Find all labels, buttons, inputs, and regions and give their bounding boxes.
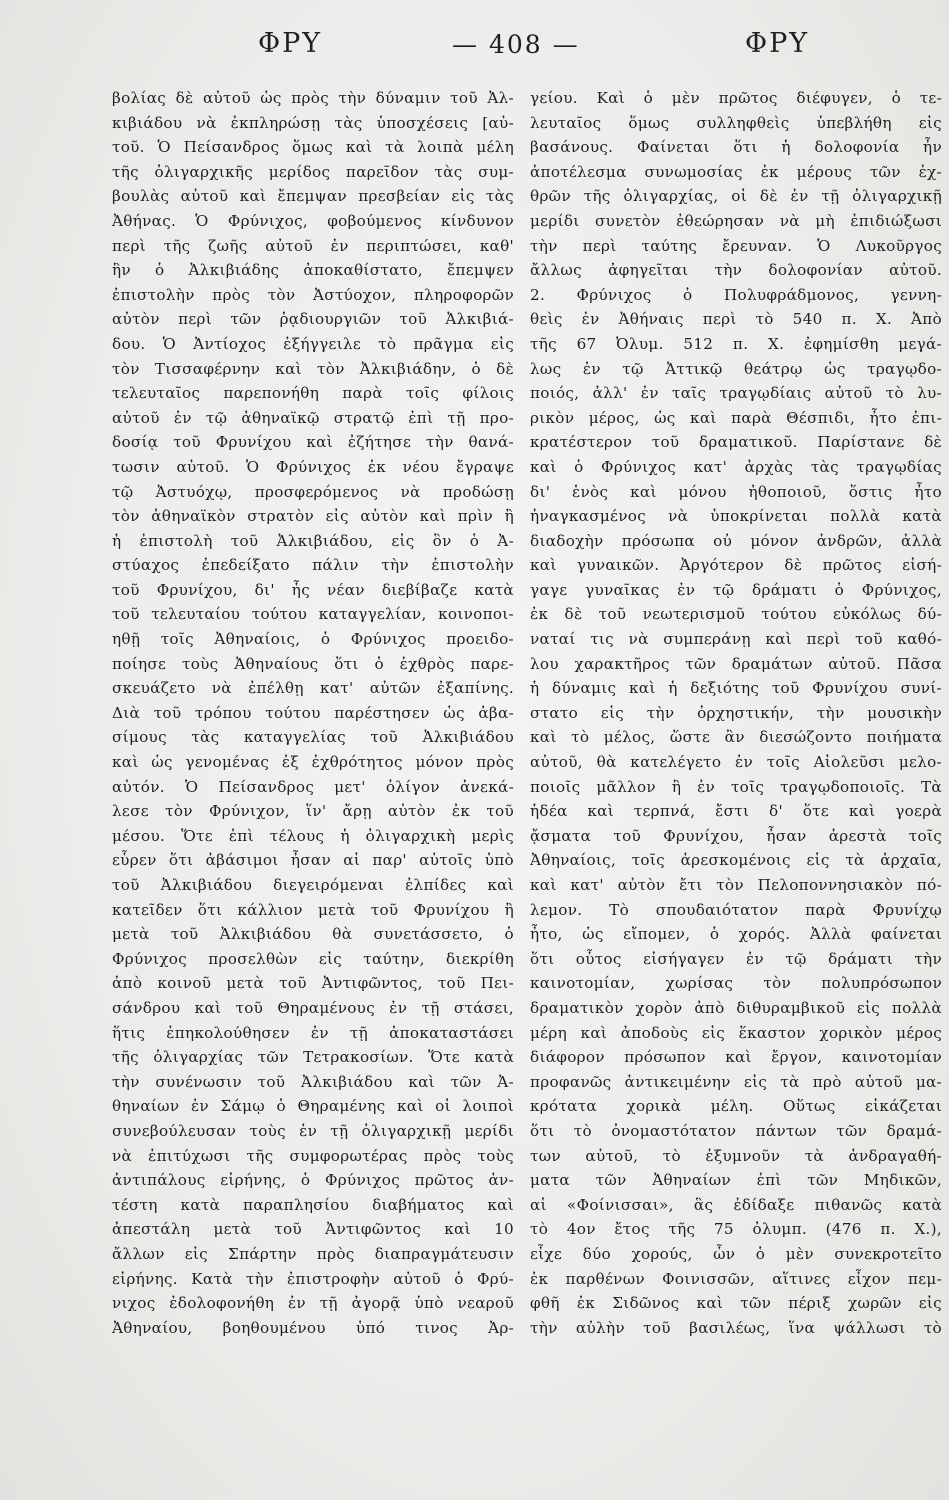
text-line: ποιός, ἀλλ' ἐν ταῖς τραγῳδίαις αὐτοῦ τὸ λυ- — [530, 384, 942, 403]
text-line: ἀποτέλεσμα συνωμοσίας ἐκ μέρους τῶν ἐχ- — [530, 162, 942, 181]
text-line: αὐτοῦ, θὰ κατελέγετο ἐν τοῖς Αἰολεῦσι μελο- — [530, 753, 942, 772]
left-column — [112, 86, 514, 1486]
text-line: ἣν ὁ Ἀλκιβιάδης ἀποκαθίστατο, ἔπεμψεν — [112, 261, 514, 280]
text-line: 2. Φρύνιχος ὁ Πολυφράδμονος, γεννη- — [530, 285, 942, 304]
text-line: καὶ κατ' αὐτὸν ἔτι τὸν Πελοποννησιακὸν πό- — [530, 876, 942, 894]
text-line: ηθῇ τοῖς Ἀθηναίοις, ὁ Φρύνιχος προειδο- — [112, 630, 514, 649]
text-line: τοῦ Ἀλκιβιάδου διεγειρόμεναι ἐλπίδες καὶ — [112, 876, 514, 894]
text-line: μετὰ τοῦ Ἀλκιβιάδου θὰ συνετάσσετο, ὁ — [112, 925, 514, 944]
text-line: ἐκ παρθένων Φοινισσῶν, αἵτινες εἶχον πεμ- — [530, 1269, 942, 1288]
header-left-word: ΦΡΥ — [258, 28, 323, 59]
text-line: σάνδρου καὶ τοῦ Θηραμένους ἐν τῇ στάσει, — [112, 998, 514, 1017]
text-line: κιβιάδου νὰ ἐκπληρώσῃ τὰς ὑποσχέσεις [αὐ- — [112, 113, 514, 132]
text-line: καὶ γυναικῶν. Ἀργότερον δὲ πρῶτος εἰσή- — [530, 556, 942, 575]
text-line: διαδοχὴν πρόσωπα οὐ μόνον ἀνδρῶν, ἀλλὰ — [530, 531, 942, 550]
text-line: ματα τῶν Ἀθηναίων ἐπὶ τῶν Μηδικῶν, — [530, 1171, 942, 1190]
text-line: ἄλλως ἀφηγεῖται τὴν δολοφονίαν αὐτοῦ. — [530, 261, 942, 280]
text-line: περὶ τῆς ζωῆς αὐτοῦ ἐν περιπτώσει, καθ' — [112, 236, 514, 255]
text-line: καὶ ὁ Φρύνιχος κατ' ἀρχὰς τὰς τραγῳδίας — [530, 457, 942, 476]
text-line: ἡ δύναμις καὶ ἡ δεξιότης τοῦ Φρυνίχου συνί- — [530, 679, 942, 698]
text-line: τοῦ. Ὁ Πείσανδρος ὅμως καὶ τὰ λοιπὰ μέλη — [112, 138, 514, 157]
text-line: στατο εἰς τὴν ὀρχηστικήν, τὴν μουσικὴν — [530, 703, 942, 722]
text-line: νιχος ἐδολοφονήθη ἐν τῇ ἀγορᾷ ὑπὸ νεαροῦ — [112, 1294, 514, 1313]
text-line: εὗρεν ὅτι ἀβάσιμοι ἦσαν αἱ παρ' αὐτοῖς ὑπὸ — [112, 851, 514, 870]
text-line: τῆς 67 Ὀλυμ. 512 π. Χ. ἐφημίσθη μεγά- — [530, 334, 942, 353]
text-line: τῷ Ἀστυόχῳ, προσφερόμενος νὰ προδώσῃ — [112, 482, 514, 501]
text-line: τῆς ὀλιγαρχικῆς μερίδος παρεῖδον τὰς συμ- — [112, 162, 514, 181]
text-line: μέσου. Ὅτε ἐπὶ τέλους ἡ ὀλιγαρχικὴ μερὶς — [112, 826, 514, 845]
text-line: φθῆ ἐκ Σιδῶνος καὶ τῶν πέριξ χωρῶν εἰς — [530, 1294, 942, 1313]
text-line: Ἀθήνας. Ὁ Φρύνιχος, φοβούμενος κίνδυνον — [112, 211, 514, 230]
text-line: ἡδέα καὶ τερπνά, ἔστι δ' ὅτε καὶ γοερὰ — [530, 802, 942, 821]
text-line: βασάνους. Φαίνεται ὅτι ἡ δολοφονία ἦν — [530, 138, 942, 157]
text-line: μερίδι συνετὸν ἐθεώρησαν νὰ μὴ ἐπιδιώξωσι — [530, 211, 942, 230]
text-line: τοῦ τελευταίου τούτου καταγγελίαν, κοινοποι- — [112, 605, 514, 624]
text-line: γαγε γυναῖκας ἐν τῷ δράματι ὁ Φρύνιχος, — [530, 580, 942, 599]
text-line: βολίας δὲ αὐτοῦ ὡς πρὸς τὴν δύναμιν τοῦ Ἀλ- — [112, 89, 514, 107]
text-line: τὸ 4ον ἔτος τῆς 75 ὀλυμπ. (476 π. Χ.), — [530, 1220, 942, 1239]
text-line: συνεβούλευσαν τοὺς ἐν τῇ ὀλιγαρχικῇ μερίδι — [112, 1121, 514, 1140]
text-line: ἀπεστάλη μετὰ τοῦ Ἀντιφῶντος καὶ 10 — [112, 1220, 514, 1239]
text-line: τὴν περὶ ταύτης ἔρευναν. Ὁ Λυκοῦργος — [530, 236, 942, 255]
text-line: ὅτι τὸ ὀνομαστότατον πάντων τῶν δραμά- — [530, 1121, 942, 1140]
text-line: καινοτομίαν, χωρίσας τὸν πολυπρόσωπον — [530, 974, 942, 993]
text-line: Διὰ τοῦ τρόπου τούτου παρέστησεν ὡς ἀβα- — [112, 703, 514, 722]
text-line: αὐτόν. Ὁ Πείσανδρος μετ' ὀλίγον ἀνεκά- — [112, 777, 514, 796]
text-line: στύαχος ἐπεδείξατο πάλιν τὴν ἐπιστολὴν — [112, 556, 514, 575]
text-line: ὅτι οὗτος εἰσήγαγεν ἐν τῷ δράματι τὴν — [530, 949, 942, 968]
text-line: καὶ ὡς γενομένας ἐξ ἐχθρότητος μόνον πρὸς — [112, 753, 514, 772]
text-line: δου. Ὁ Ἀντίοχος ἐξήγγειλε τὸ πρᾶγμα εἰς — [112, 334, 514, 353]
text-line: θηναίων ἐν Σάμῳ ὁ Θηραμένης καὶ οἱ λοιποὶ — [112, 1097, 514, 1116]
text-line: ἀντιπάλους εἰρήνης, ὁ Φρύνιχος πρῶτος ἀν- — [112, 1171, 514, 1190]
text-line: αὐτὸν περὶ τῶν ῥᾳδιουργιῶν τοῦ Ἀλκιβιά- — [112, 310, 514, 329]
text-line: λευταῖος ὅμως συλληφθεὶς ὑπεβλήθη εἰς — [530, 113, 942, 132]
text-line: ἄλλων εἰς Σπάρτην πρὸς διαπραγμάτευσιν — [112, 1244, 514, 1263]
text-line: κρότατα χορικὰ μέλη. Οὕτως εἰκάζεται — [530, 1097, 942, 1116]
running-header — [0, 28, 949, 72]
text-line: τοῦ Φρυνίχου, δι' ἧς νέαν διεβίβαζε κατὰ — [112, 580, 514, 599]
text-line: λως ἐν τῷ Ἀττικῷ θεάτρῳ ὡς τραγῳδο- — [530, 359, 942, 378]
text-line: σίμους τὰς καταγγελίας τοῦ Ἀλκιβιάδου — [112, 728, 514, 747]
text-line: καὶ τὸ μέλος, ὥστε ἂν διεσώζοντο ποιήματα — [530, 728, 942, 747]
text-line: ἦτο, ὡς εἴπομεν, ὁ χορός. Ἀλλὰ φαίνεται — [530, 925, 942, 944]
text-line: προφανῶς ἀντικειμένην εἰς τὰ πρὸ αὐτοῦ μα- — [530, 1072, 942, 1091]
text-line: εἶχε δύο χορούς, ὧν ὁ μὲν συνεκροτεῖτο — [530, 1244, 942, 1263]
text-line: δι' ἑνὸς καὶ μόνου ἠθοποιοῦ, ὅστις ἦτο — [530, 482, 942, 501]
text-line: ἡ ἐπιστολὴ τοῦ Ἀλκιβιάδου, εἰς ὃν ὁ Ἀ- — [112, 531, 514, 550]
text-line: ναταί τις νὰ συμπεράνῃ καὶ περὶ τοῦ καθό- — [530, 630, 942, 649]
text-line: τὴν συνένωσιν τοῦ Ἀλκιβιάδου καὶ τῶν Ἀ- — [112, 1072, 514, 1091]
text-line: λεσε τὸν Φρύνιχον, ἵν' ἄρῃ αὐτὸν ἐκ τοῦ — [112, 802, 514, 821]
text-line: βουλὰς αὐτοῦ καὶ ἔπεμψαν πρεσβείαν εἰς τὰς — [112, 187, 514, 206]
text-line: κρατέστερον τοῦ δραματικοῦ. Παρίστανε δὲ — [530, 433, 942, 452]
text-line: νὰ ἐπιτύχωσι τῆς συμφορωτέρας πρὸς τοὺς — [112, 1146, 514, 1165]
text-line: μέρη καὶ ἀποδοὺς εἰς ἕκαστον χορικὸν μέρος — [530, 1023, 942, 1042]
text-line: θεὶς ἐν Ἀθήναις περὶ τὸ 540 π. Χ. Ἀπὸ — [530, 310, 942, 329]
text-line: λου χαρακτῆρος τῶν δραμάτων αὐτοῦ. Πᾶσα — [530, 654, 942, 673]
text-line: δραματικὸν χορὸν ἀπὸ διθυραμβικοῦ εἰς πολλὰ — [530, 998, 942, 1017]
text-line: Φρύνιχος προσελθὼν εἰς ταύτην, διεκρίθη — [112, 949, 514, 968]
page-number: — 408 — — [452, 30, 580, 59]
text-line: λεμον. Τὸ σπουδαιότατον παρὰ Φρυνίχῳ — [530, 900, 942, 919]
text-line: ποίησε τοὺς Ἀθηναίους ὅτι ὁ ἐχθρὸς παρε- — [112, 654, 514, 673]
text-line: θρῶν τῆς ὀλιγαρχίας, οἱ δὲ ἐν τῇ ὀλιγαρχικῇ — [530, 187, 942, 206]
text-line: εἰρήνης. Κατὰ τὴν ἐπιστροφὴν αὐτοῦ ὁ Φρύ- — [112, 1269, 514, 1288]
text-line: αἱ «Φοίνισσαι», ἃς ἐδίδαξε πιθανῶς κατὰ — [530, 1195, 942, 1214]
text-line: τέστη κατὰ παραπλησίου διαβήματος καὶ — [112, 1195, 514, 1214]
text-line: ἐπιστολὴν πρὸς τὸν Ἀστύοχον, πληροφορῶν — [112, 285, 514, 304]
text-line: τῆς ὀλιγαρχίας τῶν Τετρακοσίων. Ὅτε κατὰ — [112, 1048, 514, 1067]
text-line: σκευάζετο νὰ ἐπέλθῃ κατ' αὐτῶν ἐξαπίνης. — [112, 679, 514, 698]
text-line: τελευταῖος παρεπονήθη παρὰ τοῖς φίλοις — [112, 384, 514, 403]
text-line: ᾄσματα τοῦ Φρυνίχου, ἦσαν ἀρεστὰ τοῖς — [530, 826, 942, 845]
text-line: των αὐτοῦ, τὸ ἐξυμνοῦν τὰ ἀνδραγαθή- — [530, 1146, 942, 1165]
text-line: Ἀθηναίου, βοηθουμένου ὑπό τινος Ἀρ- — [112, 1318, 514, 1337]
text-line: αὐτοῦ ἐν τῷ ἀθηναϊκῷ στρατῷ ἐπὶ τῇ προ- — [112, 408, 514, 427]
text-line: τὸν ἀθηναϊκὸν στρατὸν εἰς αὐτὸν καὶ πρὶν ἢ — [112, 507, 514, 526]
text-line: κατεῖδεν ὅτι κάλλιον μετὰ τοῦ Φρυνίχου ἢ — [112, 900, 514, 919]
text-line: τὴν αὐλὴν τοῦ βασιλέως, ἵνα ψάλλωσι τὸ — [530, 1318, 942, 1337]
text-line: δοσίᾳ τοῦ Φρυνίχου καὶ ἐζήτησε τὴν θανά- — [112, 433, 514, 452]
right-column — [530, 86, 942, 1486]
text-line: Ἀθηναίοις, τοῖς ἀρεσκομένοις εἰς τὰ ἀρχαῖα, — [530, 851, 942, 870]
text-line: ποιοῖς μᾶλλον ἢ ἐν τοῖς τραγῳδοποιοῖς. Τὰ — [530, 777, 942, 796]
text-line: τὸν Τισσαφέρνην καὶ τὸν Ἀλκιβιάδην, ὁ δὲ — [112, 359, 514, 378]
text-line: ἠναγκασμένος νὰ ὑποκρίνεται πολλὰ κατὰ — [530, 507, 942, 526]
text-line: ἥτις ἐπηκολούθησεν ἐν τῇ ἀποκαταστάσει — [112, 1023, 514, 1042]
text-line: διάφορον πρόσωπον καὶ ἔργον, καινοτομίαν — [530, 1048, 942, 1067]
text-line: γείου. Καὶ ὁ μὲν πρῶτος διέφυγεν, ὁ τε- — [530, 89, 942, 107]
text-line: ρικὸν μέρος, ὡς καὶ παρὰ Θέσπιδι, ἦτο ἐπι- — [530, 408, 942, 427]
text-line: ἀπὸ κοινοῦ μετὰ τοῦ Ἀντιφῶντος, τοῦ Πει- — [112, 974, 514, 993]
text-line: τωσιν αὐτοῦ. Ὁ Φρύνιχος ἐκ νέου ἔγραψε — [112, 457, 514, 476]
header-right-word: ΦΡΥ — [745, 28, 810, 59]
text-line: ἐκ δὲ τοῦ νεωτερισμοῦ τούτου εὐκόλως δύ- — [530, 605, 942, 624]
